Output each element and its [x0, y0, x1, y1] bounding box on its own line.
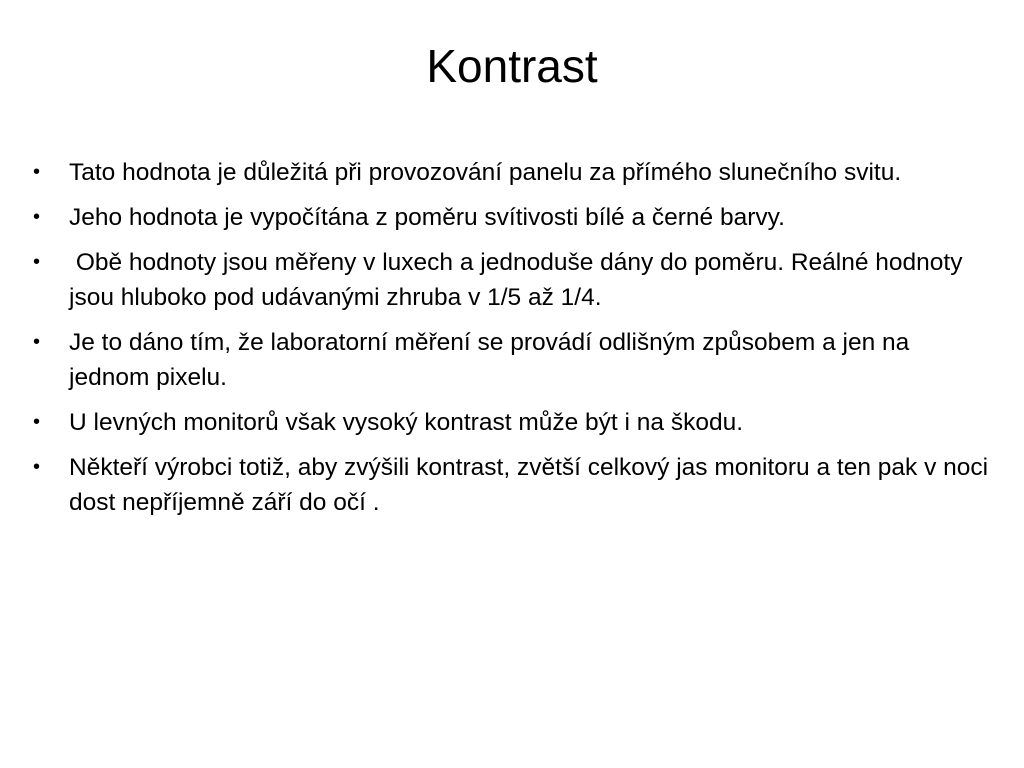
bullet-text: Je to dáno tím, že laboratorní měření se provádí odlišným způsobem a jen na jednom pixelu.: [69, 329, 917, 391]
bullet-list: [30, 155, 995, 530]
bullet-text: Jeho hodnota je vypočítána z poměru svítivosti bílé a černé barvy.: [69, 204, 785, 231]
bullet-icon: •: [33, 161, 41, 183]
list-item: [30, 155, 990, 190]
list-item: [30, 405, 990, 440]
list-item: [30, 200, 990, 235]
bullet-text: Někteří výrobci totiž, aby zvýšili kontrast, zvětší celkový jas monitoru a ten pak v noci dost nepříjemně září do očí .: [69, 454, 995, 516]
bullet-icon: •: [33, 456, 41, 478]
bullet-text: Tato hodnota je důležitá při provozování panelu za přímého slunečního svitu.: [69, 159, 902, 186]
bullet-text: U levných monitorů však vysoký kontrast může být i na škodu.: [69, 409, 744, 436]
list-item: [30, 450, 995, 520]
bullet-icon: •: [33, 331, 41, 353]
list-item: [30, 245, 990, 315]
list-item: [30, 325, 990, 395]
bullet-icon: •: [33, 206, 41, 228]
bullet-icon: •: [33, 251, 41, 273]
bullet-icon: •: [33, 411, 41, 433]
slide-title: Kontrast: [426, 40, 598, 92]
bullet-text: Obě hodnoty jsou měřeny v luxech a jednoduše dány do poměru. Reálné hodnoty jsou hluboko pod udávanými zhruba v 1/5 až 1/4.: [69, 249, 970, 311]
